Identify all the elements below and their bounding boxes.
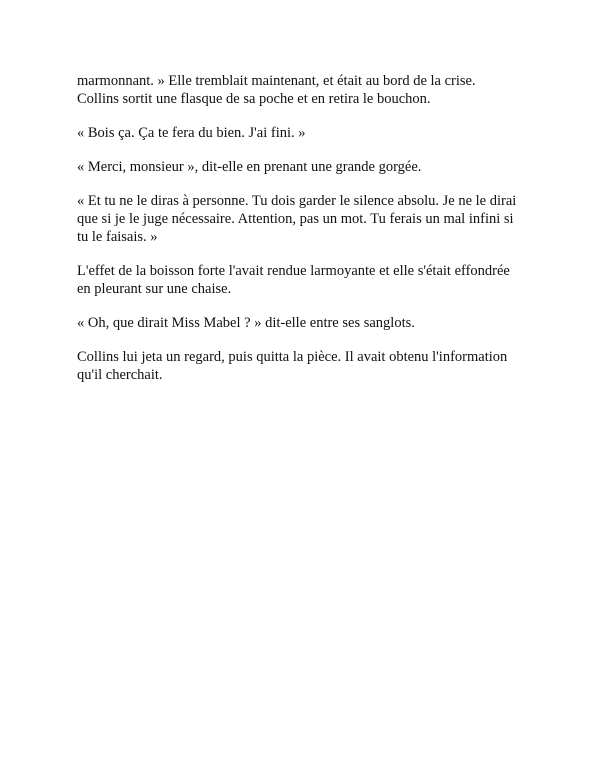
paragraph-3: « Merci, monsieur », dit-elle en prenant une grande gorgée. [77, 159, 422, 175]
text-body [77, 72, 537, 400]
paragraph-5: L'effet de la boisson forte l'avait rendue larmoyante et elle s'était effondrée en pleurant sur une chaise. [77, 263, 510, 297]
paragraph-1: marmonnant. » Elle tremblait maintenant, et était au bord de la crise. Collins sortit une flasque de sa poche et en retira le bouchon. [77, 73, 476, 107]
paragraph-4: « Et tu ne le diras à personne. Tu dois garder le silence absolu. Je ne le dirai que si je le juge nécessaire. Attention, pas un mot. Tu ferais un mal infini si tu le faisais. » [77, 193, 517, 245]
paragraph-7: Collins lui jeta un regard, puis quitta la pièce. Il avait obtenu l'information qu'il cherchait. [77, 349, 508, 383]
paragraph-6: « Oh, que dirait Miss Mabel ? » dit-elle entre ses sanglots. [77, 315, 415, 331]
paragraph-2: « Bois ça. Ça te fera du bien. J'ai fini. » [77, 125, 306, 141]
